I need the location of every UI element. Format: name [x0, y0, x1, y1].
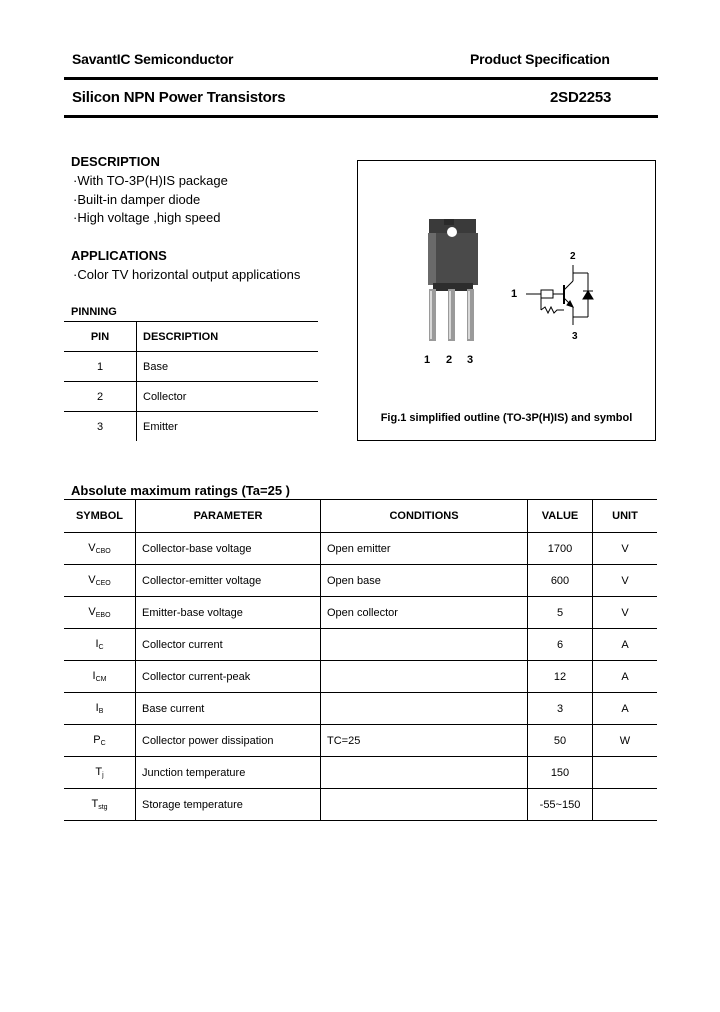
parameter-cell: Collector current-peak: [136, 661, 321, 693]
table-row: [64, 352, 318, 382]
package-outline-image: [358, 161, 655, 411]
header-rule-top: [64, 77, 658, 80]
symbol-cell: $I_B$: [64, 693, 136, 725]
conditions-cell: Open base: [321, 565, 528, 597]
symbol-cell: $T_j$: [64, 757, 136, 789]
symbol-cell: $P_C$: [64, 725, 136, 757]
figure-caption: Fig.1 simplified outline (TO-3P(H)IS) and symbol: [380, 412, 633, 424]
company-name: SavantIC Semiconductor: [72, 51, 234, 67]
description-item: ·Built-in damper diode: [73, 192, 201, 207]
figure-box: [357, 160, 656, 441]
symbol-header: SYMBOL: [64, 500, 136, 533]
unit-cell: V: [593, 597, 658, 629]
unit-cell: [593, 789, 658, 821]
symbol-cell: $I_{CM}$: [64, 661, 136, 693]
symbol-cell: $T_{stg}$: [64, 789, 136, 821]
package-pin-label: 3: [467, 354, 474, 366]
unit-cell: V: [593, 533, 658, 565]
table-row: [64, 597, 657, 629]
conditions-cell: TC=25: [321, 725, 528, 757]
parameter-header: PARAMETER: [136, 500, 321, 533]
pin-header: PIN: [64, 322, 137, 352]
value-cell: -55~150: [528, 789, 593, 821]
transistor-symbol: [526, 265, 593, 325]
pinning-table: [64, 321, 318, 441]
pinning-title: PINNING: [71, 306, 117, 318]
package-pin-label: 2: [446, 354, 453, 366]
pin-description: Emitter: [143, 420, 178, 433]
description-title: DESCRIPTION: [71, 154, 160, 169]
applications-title: APPLICATIONS: [71, 248, 167, 263]
parameter-cell: Junction temperature: [136, 757, 321, 789]
value-header: VALUE: [528, 500, 593, 533]
table-row: [64, 629, 657, 661]
table-row: [64, 661, 657, 693]
ratings-title: Absolute maximum ratings (Ta=25 ): [71, 483, 291, 498]
symbol-base-label: 1: [511, 288, 518, 300]
applications-item: ·Color TV horizontal output applications: [73, 267, 301, 282]
pin-number: 3: [64, 412, 137, 442]
symbol-cell: $V_{EBO}$: [64, 597, 136, 629]
parameter-cell: Storage temperature: [136, 789, 321, 821]
table-row: [64, 725, 657, 757]
unit-cell: A: [593, 629, 658, 661]
value-cell: 1700: [528, 533, 593, 565]
parameter-cell: Collector power dissipation: [136, 725, 321, 757]
parameter-cell: Collector current: [136, 629, 321, 661]
symbol-collector-label: 2: [570, 251, 576, 262]
value-cell: 150: [528, 757, 593, 789]
unit-cell: A: [593, 693, 658, 725]
parameter-cell: Emitter-base voltage: [136, 597, 321, 629]
unit-cell: W: [593, 725, 658, 757]
unit-cell: [593, 757, 658, 789]
conditions-cell: [321, 789, 528, 821]
table-row: [64, 789, 657, 821]
table-row: [64, 412, 318, 442]
unit-cell: A: [593, 661, 658, 693]
parameter-cell: Collector-emitter voltage: [136, 565, 321, 597]
symbol-cell: $I_C$: [64, 629, 136, 661]
table-row: [64, 565, 657, 597]
symbol-emitter-label: 3: [572, 331, 578, 342]
table-row: [64, 757, 657, 789]
doc-type: Product Specification: [470, 51, 610, 67]
product-line: Silicon NPN Power Transistors: [72, 89, 286, 106]
pin-description: Collector: [137, 382, 319, 412]
description-item: ·High voltage ,high speed: [73, 210, 221, 225]
value-cell: 12: [528, 661, 593, 693]
conditions-cell: [321, 661, 528, 693]
parameter-cell: Base current: [136, 693, 321, 725]
part-number: 2SD2253: [550, 89, 612, 106]
conditions-cell: Open emitter: [321, 533, 528, 565]
symbol-cell: $V_{CBO}$: [64, 533, 136, 565]
ratings-table: [64, 499, 657, 821]
value-cell: 5: [528, 597, 593, 629]
conditions-header: CONDITIONS: [321, 500, 528, 533]
description-header: DESCRIPTION: [137, 322, 319, 352]
table-row: [64, 382, 318, 412]
pin-number: 1: [64, 352, 137, 382]
unit-header: UNIT: [593, 500, 658, 533]
value-cell: 3: [528, 693, 593, 725]
header-rule-bottom: [64, 115, 658, 118]
symbol-cell: $V_{CEO}$: [64, 565, 136, 597]
parameter-cell: Collector-base voltage: [136, 533, 321, 565]
package-pin-label: 1: [424, 354, 431, 366]
conditions-cell: [321, 629, 528, 661]
pin-number: 2: [64, 382, 137, 412]
description-item: ·With TO-3P(H)IS package: [73, 173, 228, 188]
conditions-cell: Open collector: [321, 597, 528, 629]
conditions-cell: [321, 693, 528, 725]
table-row: [64, 533, 657, 565]
pin-description: Base: [137, 352, 319, 382]
value-cell: 600: [528, 565, 593, 597]
value-cell: 6: [528, 629, 593, 661]
table-row: [64, 693, 657, 725]
conditions-cell: [321, 757, 528, 789]
value-cell: 50: [528, 725, 593, 757]
unit-cell: V: [593, 565, 658, 597]
